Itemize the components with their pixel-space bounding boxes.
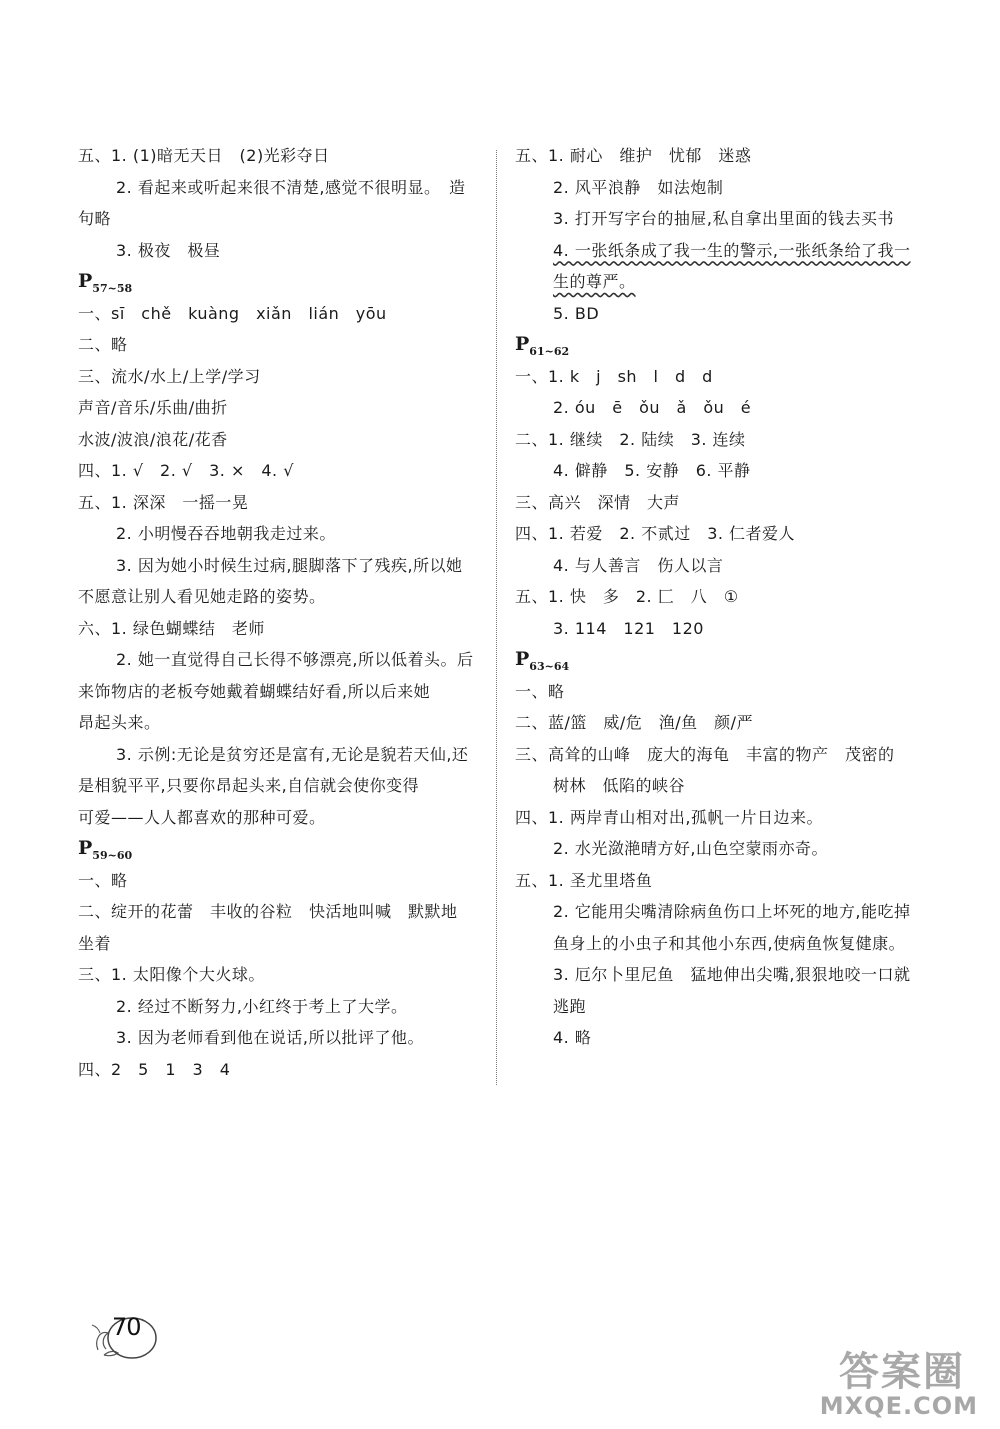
answer-line xyxy=(515,487,935,519)
answer-text: 二、蓝/篮 威/危 渔/鱼 颜/严 xyxy=(515,713,754,732)
answer-line xyxy=(515,140,935,172)
answer-line xyxy=(78,865,488,897)
answer-text: 3. 114 121 120 xyxy=(553,618,704,638)
answer-text: 一、略 xyxy=(515,681,565,701)
answer-line xyxy=(515,424,935,456)
page-range: 59~60 xyxy=(92,848,133,862)
answer-text: 二、绽开的花蕾 丰收的谷粒 快活地叫喊 默默地 xyxy=(78,902,458,921)
answer-text: 2. 小明慢吞吞地朝我走过来。 xyxy=(116,524,336,543)
answer-line xyxy=(515,770,935,802)
answer-line xyxy=(78,1022,488,1054)
answer-line xyxy=(515,550,935,582)
answer-line xyxy=(78,550,488,582)
answer-line xyxy=(78,581,488,613)
answer-text: 2. 风平浪静 如法炮制 xyxy=(553,177,724,197)
answer-line xyxy=(515,298,935,330)
left-answer-column xyxy=(78,140,488,1085)
answer-line xyxy=(515,518,935,550)
answer-line xyxy=(515,865,935,897)
answer-line xyxy=(515,235,935,267)
answer-text: 3. 极夜 极昼 xyxy=(116,240,221,260)
answer-line xyxy=(78,487,488,519)
answer-text: 一、sī chě kuàng xiǎn lián yōu xyxy=(78,303,387,323)
answer-line xyxy=(515,833,935,865)
answer-text: 四、2 5 1 3 4 xyxy=(78,1059,231,1079)
answer-line xyxy=(78,770,488,802)
answer-text: 一、略 xyxy=(78,870,128,890)
answer-line xyxy=(515,802,935,834)
watermark-logo: 答案圈 xyxy=(839,1348,965,1395)
answer-text: 五、1. 耐心 维护 忧郁 迷惑 xyxy=(515,146,752,165)
answer-text: 三、流水/水上/上学/学习 xyxy=(78,366,261,386)
answer-text: 声音/音乐/乐曲/曲折 xyxy=(78,398,228,417)
answer-line xyxy=(515,991,935,1023)
answer-line xyxy=(78,676,488,708)
answer-text: 2. 它能用尖嘴清除病鱼伤口上坏死的地方,能吃掉 xyxy=(553,902,911,921)
answer-text: 3. 示例:无论是贫穷还是富有,无论是貌若天仙,还 xyxy=(116,744,469,764)
answer-text: 2. 她一直觉得自己长得不够漂亮,所以低着头。后 xyxy=(116,650,474,669)
answer-line xyxy=(78,361,488,393)
answer-line xyxy=(515,266,935,298)
answer-line xyxy=(78,739,488,771)
answer-line xyxy=(515,676,935,708)
watermark-url: MXQE.COM xyxy=(819,1392,978,1420)
right-answer-column xyxy=(515,140,935,1054)
answer-line xyxy=(78,455,488,487)
page-letter: P xyxy=(515,333,530,355)
answer-text: 水波/波浪/浪花/花香 xyxy=(78,429,228,449)
answer-text: 3. 因为老师看到他在说话,所以批评了他。 xyxy=(116,1028,424,1047)
page-range: 63~64 xyxy=(529,659,570,673)
answer-text: 3. 打开写字台的抽屉,私自拿出里面的钱去买书 xyxy=(553,209,894,228)
answer-text: 2. óu ē ǒu ǎ ǒu é xyxy=(553,398,752,417)
answer-line xyxy=(515,1022,935,1054)
column-divider xyxy=(496,150,497,1085)
answer-line xyxy=(78,896,488,928)
answer-line xyxy=(78,235,488,267)
answer-text: 二、略 xyxy=(78,335,128,354)
answer-line xyxy=(78,329,488,361)
answer-text: 坐着 xyxy=(78,933,112,953)
answer-line xyxy=(515,707,935,739)
answer-line xyxy=(78,644,488,676)
answer-line xyxy=(515,613,935,645)
answer-text: 3. 厄尔卜里尼鱼 猛地伸出尖嘴,狠狠地咬一口就 xyxy=(553,965,911,984)
answer-text: 鱼身上的小虫子和其他小东西,使病鱼恢复健康。 xyxy=(553,933,906,953)
answer-line xyxy=(78,707,488,739)
answer-text: 四、1. 若爱 2. 不贰过 3. 仁者爱人 xyxy=(515,524,796,543)
answer-line xyxy=(515,739,935,771)
answer-line xyxy=(515,581,935,613)
answer-line xyxy=(78,802,488,834)
answer-text: 2. 水光潋滟晴方好,山色空蒙雨亦奇。 xyxy=(553,839,828,858)
answer-line xyxy=(78,959,488,991)
answer-line xyxy=(515,928,935,960)
answer-text: 4. 略 xyxy=(553,1028,592,1047)
answer-line xyxy=(78,928,488,960)
answer-line xyxy=(515,203,935,235)
answer-text: 五、1. (1)暗无天日 (2)光彩夺日 xyxy=(78,146,330,165)
answer-line xyxy=(78,991,488,1023)
answer-text: 句略 xyxy=(78,209,112,228)
answer-line xyxy=(78,392,488,424)
answer-line xyxy=(78,140,488,172)
answer-text: 5. BD xyxy=(553,303,600,323)
answer-text: 不愿意让别人看见她走路的姿势。 xyxy=(78,587,326,606)
answer-text: 五、1. 深深 一摇一晃 xyxy=(78,492,249,512)
page-range: 61~62 xyxy=(529,344,570,358)
answer-text: 六、1. 绿色蝴蝶结 老师 xyxy=(78,618,265,638)
page-range-heading xyxy=(78,266,488,298)
answer-text: 逃跑 xyxy=(553,996,587,1016)
answer-line xyxy=(78,1054,488,1086)
answer-text: 三、1. 太阳像个大火球。 xyxy=(78,965,265,984)
answer-text: 三、高兴 深情 大声 xyxy=(515,492,681,512)
answer-line xyxy=(78,424,488,456)
page-number: 70 xyxy=(112,1313,141,1341)
answer-text: 四、1. √ 2. √ 3. × 4. √ xyxy=(78,461,294,480)
answer-text: 来饰物店的老板夸她戴着蝴蝶结好看,所以后来她 xyxy=(78,681,431,701)
page-letter: P xyxy=(78,837,93,859)
answer-line xyxy=(515,172,935,204)
answer-text: 可爱——人人都喜欢的那种可爱。 xyxy=(78,807,326,827)
answer-line xyxy=(78,613,488,645)
answer-line xyxy=(78,172,488,204)
answer-line xyxy=(78,298,488,330)
answer-text: 五、1. 圣尤里塔鱼 xyxy=(515,870,653,890)
answer-line xyxy=(515,392,935,424)
answer-line xyxy=(515,361,935,393)
answer-line xyxy=(78,203,488,235)
page-letter: P xyxy=(515,648,530,670)
answer-line xyxy=(515,455,935,487)
answer-text: 五、1. 快 多 2. 匚 八 ① xyxy=(515,587,739,606)
answer-text: 4. 与人善言 伤人以言 xyxy=(553,555,724,575)
answer-text: 4. 一张纸条成了我一生的警示,一张纸条给了我一 xyxy=(553,240,911,260)
page-range-heading xyxy=(515,644,935,676)
answer-text: 二、1. 继续 2. 陆续 3. 连续 xyxy=(515,429,746,449)
answer-text: 3. 因为她小时候生过病,腿脚落下了残疾,所以她 xyxy=(116,555,463,575)
answer-line xyxy=(515,896,935,928)
answer-line xyxy=(78,518,488,550)
page-range-heading xyxy=(78,833,488,865)
page-range: 57~58 xyxy=(92,281,133,295)
answer-text: 三、高耸的山峰 庞大的海龟 丰富的物产 茂密的 xyxy=(515,744,895,764)
answer-text: 2. 看起来或听起来很不清楚,感觉不很明显。 造 xyxy=(116,177,466,197)
page-letter: P xyxy=(78,270,93,292)
answer-text: 昂起头来。 xyxy=(78,713,161,732)
answer-line xyxy=(515,959,935,991)
answer-text: 是相貌平平,只要你昂起头来,自信就会使你变得 xyxy=(78,776,420,795)
answer-text: 四、1. 两岸青山相对出,孤帆一片日边来。 xyxy=(515,807,823,827)
answer-text: 一、1. k j sh l d d xyxy=(515,366,713,386)
answer-text: 2. 经过不断努力,小红终于考上了大学。 xyxy=(116,996,408,1016)
page-range-heading xyxy=(515,329,935,361)
answer-text: 树林 低陷的峡谷 xyxy=(553,776,686,795)
answer-text: 生的尊严。 xyxy=(553,272,636,291)
answer-text: 4. 僻静 5. 安静 6. 平静 xyxy=(553,461,751,480)
